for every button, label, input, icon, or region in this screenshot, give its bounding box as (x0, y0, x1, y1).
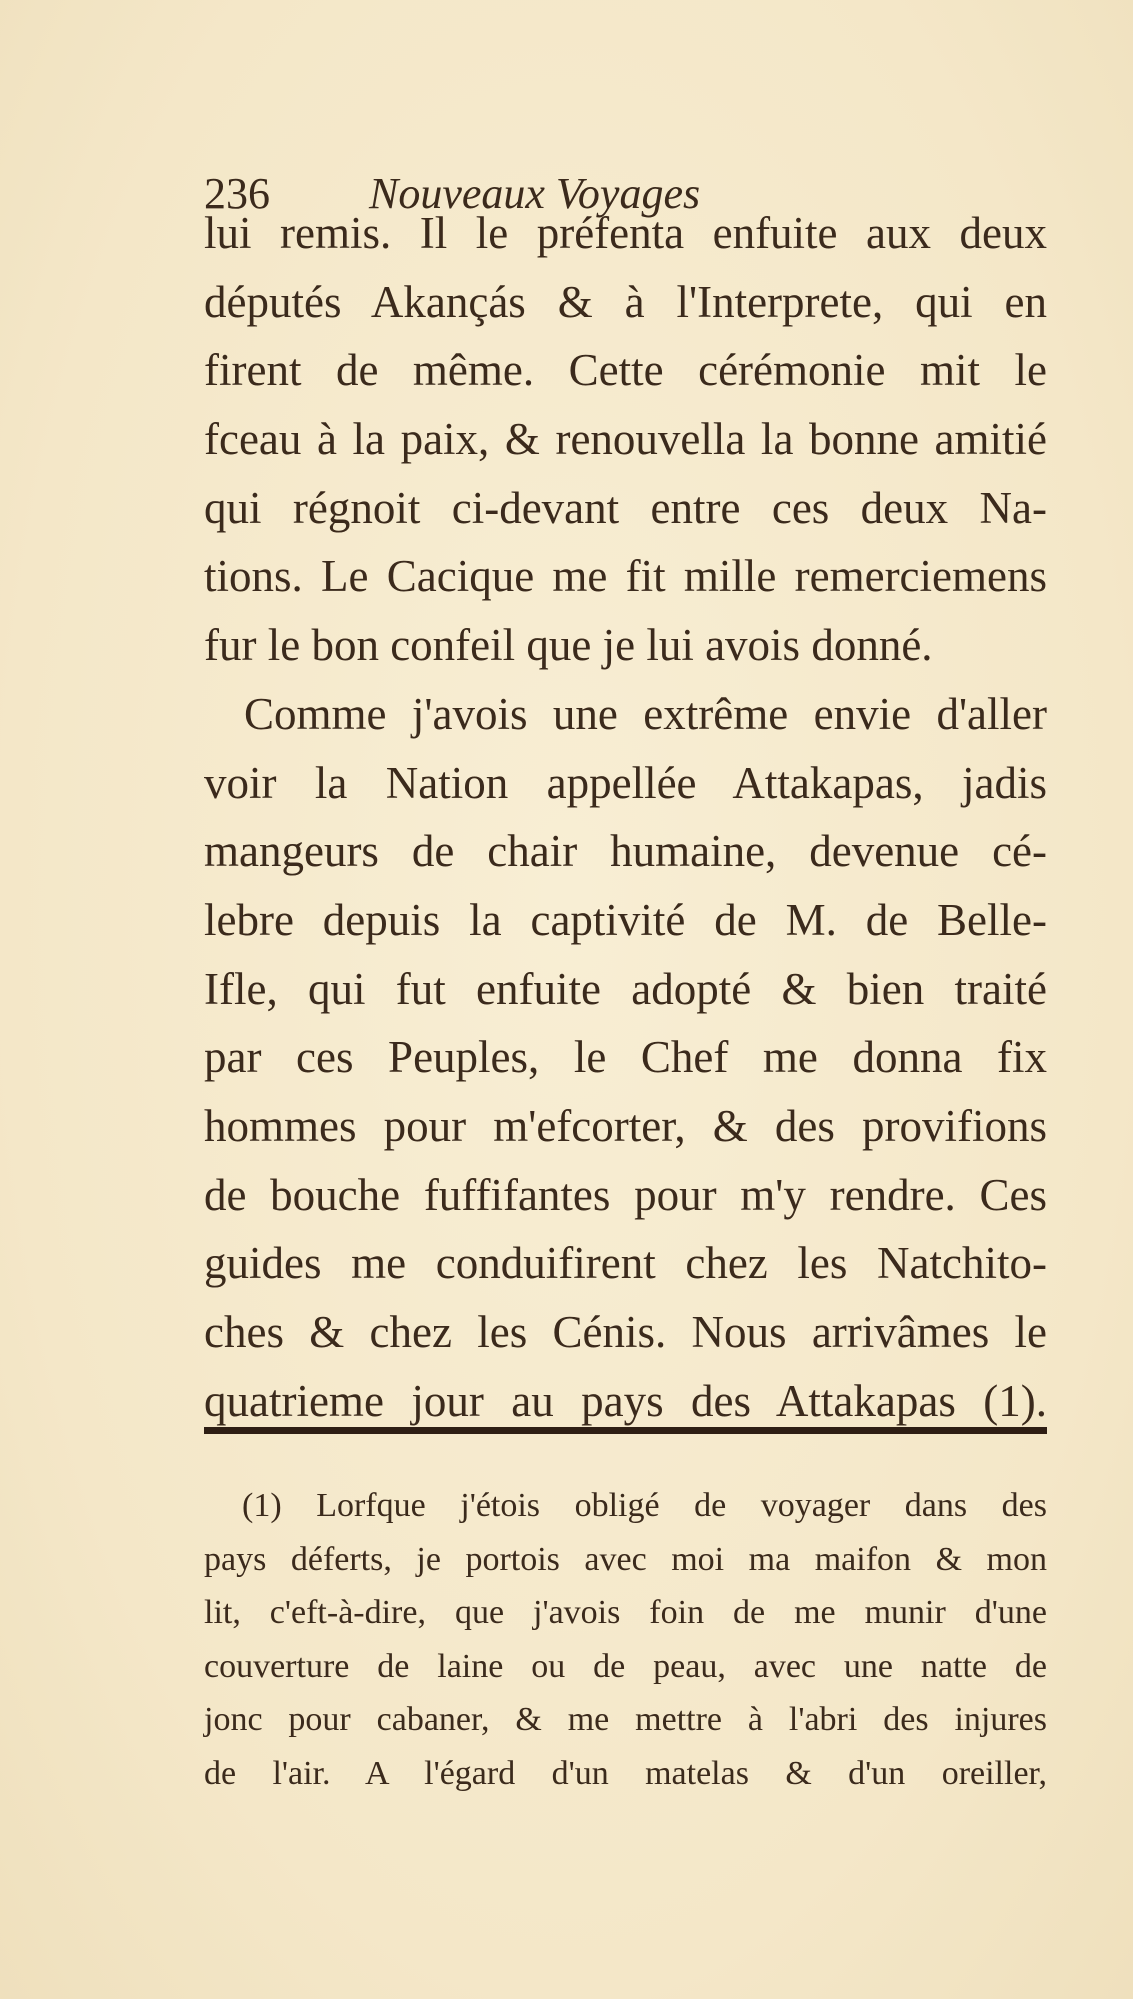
footnote (204, 1483, 1047, 1804)
text-line: lebre depuis la captivité de M. de Belle- (204, 894, 1047, 945)
text-line: députés Akançás & à l'Interprete, qui en (204, 276, 1047, 327)
text-line: Ifle, qui fut enfuite adopté & bien traité (204, 963, 1047, 1014)
text-line: tions. Le Cacique me fit mille remerciemens (204, 551, 1047, 602)
text-line: par ces Peuples, le Chef me donna fix (204, 1032, 1047, 1083)
text-line: mangeurs de chair humaine, devenue cé- (204, 826, 1047, 877)
footnote-line: lit, c'eft-à-dire, que j'avois foin de me munir d'une (204, 1594, 1047, 1631)
footnote-line: couverture de laine ou de peau, avec une natte de (204, 1647, 1047, 1685)
text-line: fceau à la paix, & renouvella la bonne amitié (204, 414, 1047, 465)
text-line: lui remis. Il le préfenta enfuite aux deux (204, 208, 1047, 258)
text-line: voir la Nation appellée Attakapas, jadis (204, 757, 1047, 808)
main-text (204, 205, 1047, 1441)
text-line: guides me conduifirent chez les Natchito- (204, 1238, 1047, 1289)
text-line: firent de même. Cette cérémonie mit le (204, 345, 1047, 396)
footnote-line: (1) Lorfque j'étois obligé de voyager dans des (242, 1487, 1047, 1524)
text-line: hommes pour m'efcorter, & des provifions (204, 1100, 1047, 1151)
text-line: qui régnoit ci-devant entre ces deux Na- (204, 482, 1047, 533)
footnote-rule (204, 1427, 1047, 1434)
page-number: 236 (204, 169, 270, 218)
text-line: Comme j'avois une extrême envie d'aller (244, 688, 1047, 739)
footnote-line: pays déferts, je portois avec moi ma maifon & mon (204, 1540, 1047, 1578)
running-title: Nouveaux Voyages (369, 169, 701, 218)
text-line: de bouche fuffifantes pour m'y rendre. Ces (204, 1169, 1047, 1220)
text-line: fur le bon confeil que je lui avois donné. (204, 620, 933, 671)
text-line: ches & chez les Cénis. Nous arrivâmes le (204, 1307, 1047, 1357)
footnote-line: de l'air. A l'égard d'un matelas & d'un oreiller, (204, 1754, 1047, 1792)
footnote-line: jonc pour cabaner, & me mettre à l'abri des injures (204, 1701, 1047, 1738)
text-line: quatrieme jour au pays des Attakapas (1). (204, 1375, 1047, 1426)
